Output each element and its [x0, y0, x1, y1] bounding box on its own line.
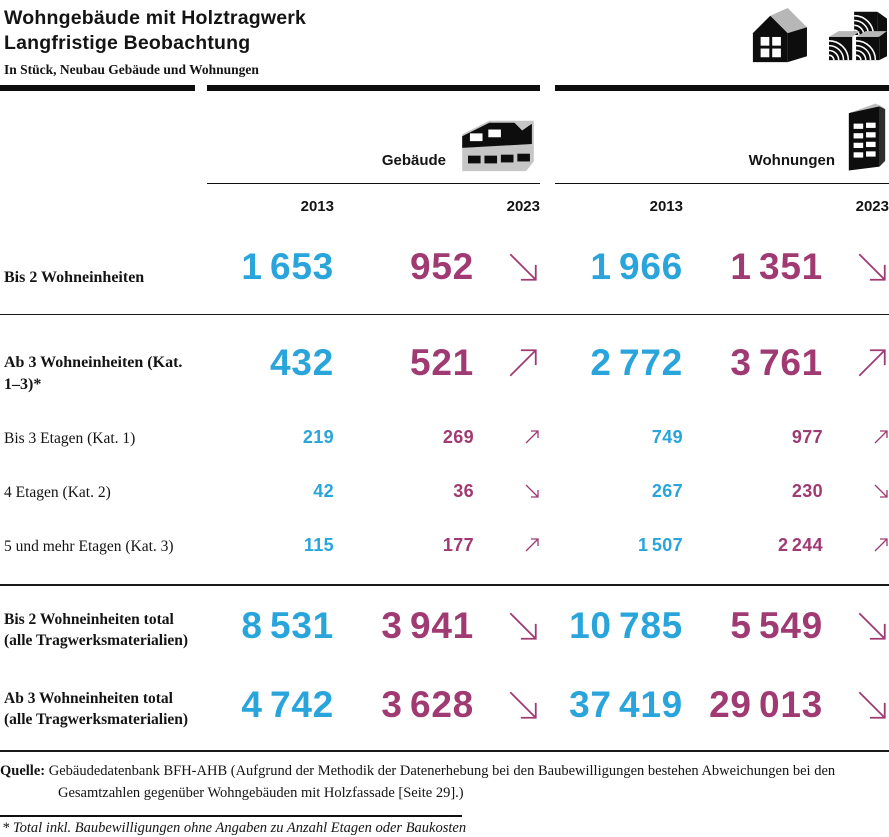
- trend-down-arrow-icon: [506, 688, 540, 722]
- value-wohnungen-2013: 1 966: [590, 246, 683, 287]
- trend-down-arrow-icon: [506, 609, 540, 643]
- value-gebaeude-2013: 432: [270, 342, 334, 383]
- value-wohnungen-2023: 29 013: [709, 684, 823, 725]
- value-wohnungen-2013: 1 507: [637, 535, 683, 555]
- trend-wohnungen: [823, 429, 889, 445]
- value-wohnungen-2023: 3 761: [730, 342, 823, 383]
- value-wohnungen-2023: 1 351: [730, 246, 823, 287]
- trend-up-arrow-icon: [873, 537, 889, 553]
- value-wohnungen-2023: 5 549: [730, 605, 823, 646]
- year-wohnungen-2023: 2023: [855, 198, 889, 215]
- cells-wohnungen: [555, 428, 889, 446]
- source-label: Quelle:: [0, 763, 46, 779]
- row-label: Bis 2 Wohneinheiten: [4, 268, 145, 286]
- trend-gebaeude: [474, 429, 540, 445]
- table-row: [0, 410, 889, 464]
- timber-stack-icon: [827, 6, 889, 64]
- value-wohnungen-2013: 10 785: [569, 605, 683, 646]
- high-rise-building-icon: [845, 99, 889, 175]
- cells-gebaeude: [207, 482, 540, 500]
- cells-wohnungen: [555, 248, 889, 285]
- table-rows: [0, 219, 889, 744]
- source-text: Gebäudedatenbank BFH-AHB (Aufgrund der Methodik der Datenerhebung bei den Baubewilligungen bestehen Abweichungen bei den Gesamtzahlen gegenüber Wohngebäuden mit Holzfassade [Seite 29].): [48, 763, 836, 801]
- trend-down-arrow-icon: [855, 609, 889, 643]
- cells-gebaeude: [207, 248, 540, 285]
- cells-wohnungen: [555, 607, 889, 644]
- years-header: [0, 183, 889, 219]
- trend-wohnungen: [823, 609, 889, 643]
- row-label: 4 Etagen (Kat. 2): [4, 483, 111, 501]
- trend-gebaeude: [474, 250, 540, 284]
- value-gebaeude-2023: 521: [410, 342, 474, 383]
- trend-gebaeude: [474, 537, 540, 553]
- low-rise-building-icon: [456, 115, 540, 175]
- value-gebaeude-2023: 3 628: [381, 684, 474, 725]
- row-label: 5 und mehr Etagen (Kat. 3): [4, 537, 174, 555]
- trend-down-arrow-icon: [524, 483, 540, 499]
- cells-wohnungen: [555, 536, 889, 554]
- trend-gebaeude: [474, 346, 540, 380]
- group-label-gebaeude: Gebäude: [381, 152, 446, 169]
- value-wohnungen-2023: 2 244: [777, 535, 823, 555]
- value-gebaeude-2023: 3 941: [381, 605, 474, 646]
- trend-up-arrow-icon: [506, 346, 540, 380]
- value-wohnungen-2013: 267: [651, 481, 683, 501]
- column-group-wohnungen: [555, 91, 889, 183]
- trend-down-arrow-icon: [855, 250, 889, 284]
- trend-down-arrow-icon: [506, 250, 540, 284]
- trend-up-arrow-icon: [524, 429, 540, 445]
- row-sublabel: (alle Tragwerksmaterialien): [4, 631, 189, 649]
- value-wohnungen-2013: 2 772: [590, 342, 683, 383]
- trend-wohnungen: [823, 688, 889, 722]
- trend-wohnungen: [823, 250, 889, 284]
- column-group-header: [0, 91, 889, 183]
- value-gebaeude-2013: 115: [303, 535, 334, 555]
- cells-gebaeude: [207, 607, 540, 644]
- value-gebaeude-2023: 177: [442, 535, 474, 555]
- table-row: [0, 586, 889, 665]
- table-row: [0, 518, 889, 572]
- trend-up-arrow-icon: [524, 537, 540, 553]
- year-wohnungen-2013: 2013: [649, 198, 683, 215]
- unit-subtitle: In Stück, Neubau Gebäude und Wohnungen: [4, 62, 259, 77]
- cells-gebaeude: [207, 344, 540, 381]
- value-gebaeude-2013: 1 653: [241, 246, 334, 287]
- header: [0, 0, 889, 85]
- value-wohnungen-2013: 749: [651, 427, 683, 447]
- cells-gebaeude: [207, 428, 540, 446]
- trend-down-arrow-icon: [855, 688, 889, 722]
- value-gebaeude-2013: 8 531: [241, 605, 334, 646]
- year-gebaeude-2013: 2013: [300, 198, 334, 215]
- trend-wohnungen: [823, 537, 889, 553]
- trend-up-arrow-icon: [873, 429, 889, 445]
- row-sublabel: (alle Tragwerksmaterialien): [4, 710, 189, 728]
- house-icon: [747, 8, 809, 64]
- trend-gebaeude: [474, 609, 540, 643]
- year-gebaeude-2023: 2023: [506, 198, 540, 215]
- cells-gebaeude: [207, 536, 540, 554]
- page-title-line1: Wohngebäude mit Holztragwerk: [4, 7, 307, 29]
- table-row: [0, 464, 889, 518]
- years-wohnungen: [555, 183, 889, 219]
- cells-gebaeude: [207, 686, 540, 723]
- value-wohnungen-2013: 37 419: [569, 684, 683, 725]
- table-row: [0, 665, 889, 744]
- footer: [0, 750, 889, 837]
- value-gebaeude-2023: 952: [410, 246, 474, 287]
- trend-up-arrow-icon: [855, 346, 889, 380]
- trend-gebaeude: [474, 483, 540, 499]
- years-gebaeude: [207, 183, 540, 219]
- footer-rule: [0, 750, 889, 752]
- corner-icons: [747, 6, 889, 64]
- trend-gebaeude: [474, 688, 540, 722]
- cells-wohnungen: [555, 686, 889, 723]
- cells-wohnungen: [555, 344, 889, 381]
- column-group-gebaeude: [207, 91, 540, 183]
- footnote: * Total inkl. Baubewilligungen ohne Angaben zu Anzahl Etagen oder Baukosten: [2, 819, 467, 836]
- trend-down-arrow-icon: [873, 483, 889, 499]
- value-gebaeude-2023: 269: [442, 427, 474, 447]
- value-gebaeude-2013: 219: [302, 427, 334, 447]
- table-row: [0, 315, 889, 410]
- value-wohnungen-2023: 977: [791, 427, 823, 447]
- table-row: [0, 219, 889, 314]
- value-gebaeude-2013: 42: [313, 481, 334, 501]
- row-label: Ab 3 Wohneinheiten total (alle Tragwerksmaterialien): [4, 689, 189, 728]
- row-label: Bis 3 Etagen (Kat. 1): [4, 429, 136, 447]
- group-label-wohnungen: Wohnungen: [748, 152, 835, 169]
- cells-wohnungen: [555, 482, 889, 500]
- value-wohnungen-2023: 230: [791, 481, 823, 501]
- trend-wohnungen: [823, 483, 889, 499]
- row-label: Ab 3 Wohneinheiten (Kat. 1–3)*: [4, 353, 183, 393]
- page-title-line2: Langfristige Beobachtung: [4, 32, 251, 54]
- value-gebaeude-2013: 4 742: [241, 684, 334, 725]
- trend-wohnungen: [823, 346, 889, 380]
- row-label: Bis 2 Wohneinheiten total (alle Tragwerksmaterialien): [4, 610, 189, 649]
- value-gebaeude-2023: 36: [453, 481, 474, 501]
- source-note: [0, 761, 889, 805]
